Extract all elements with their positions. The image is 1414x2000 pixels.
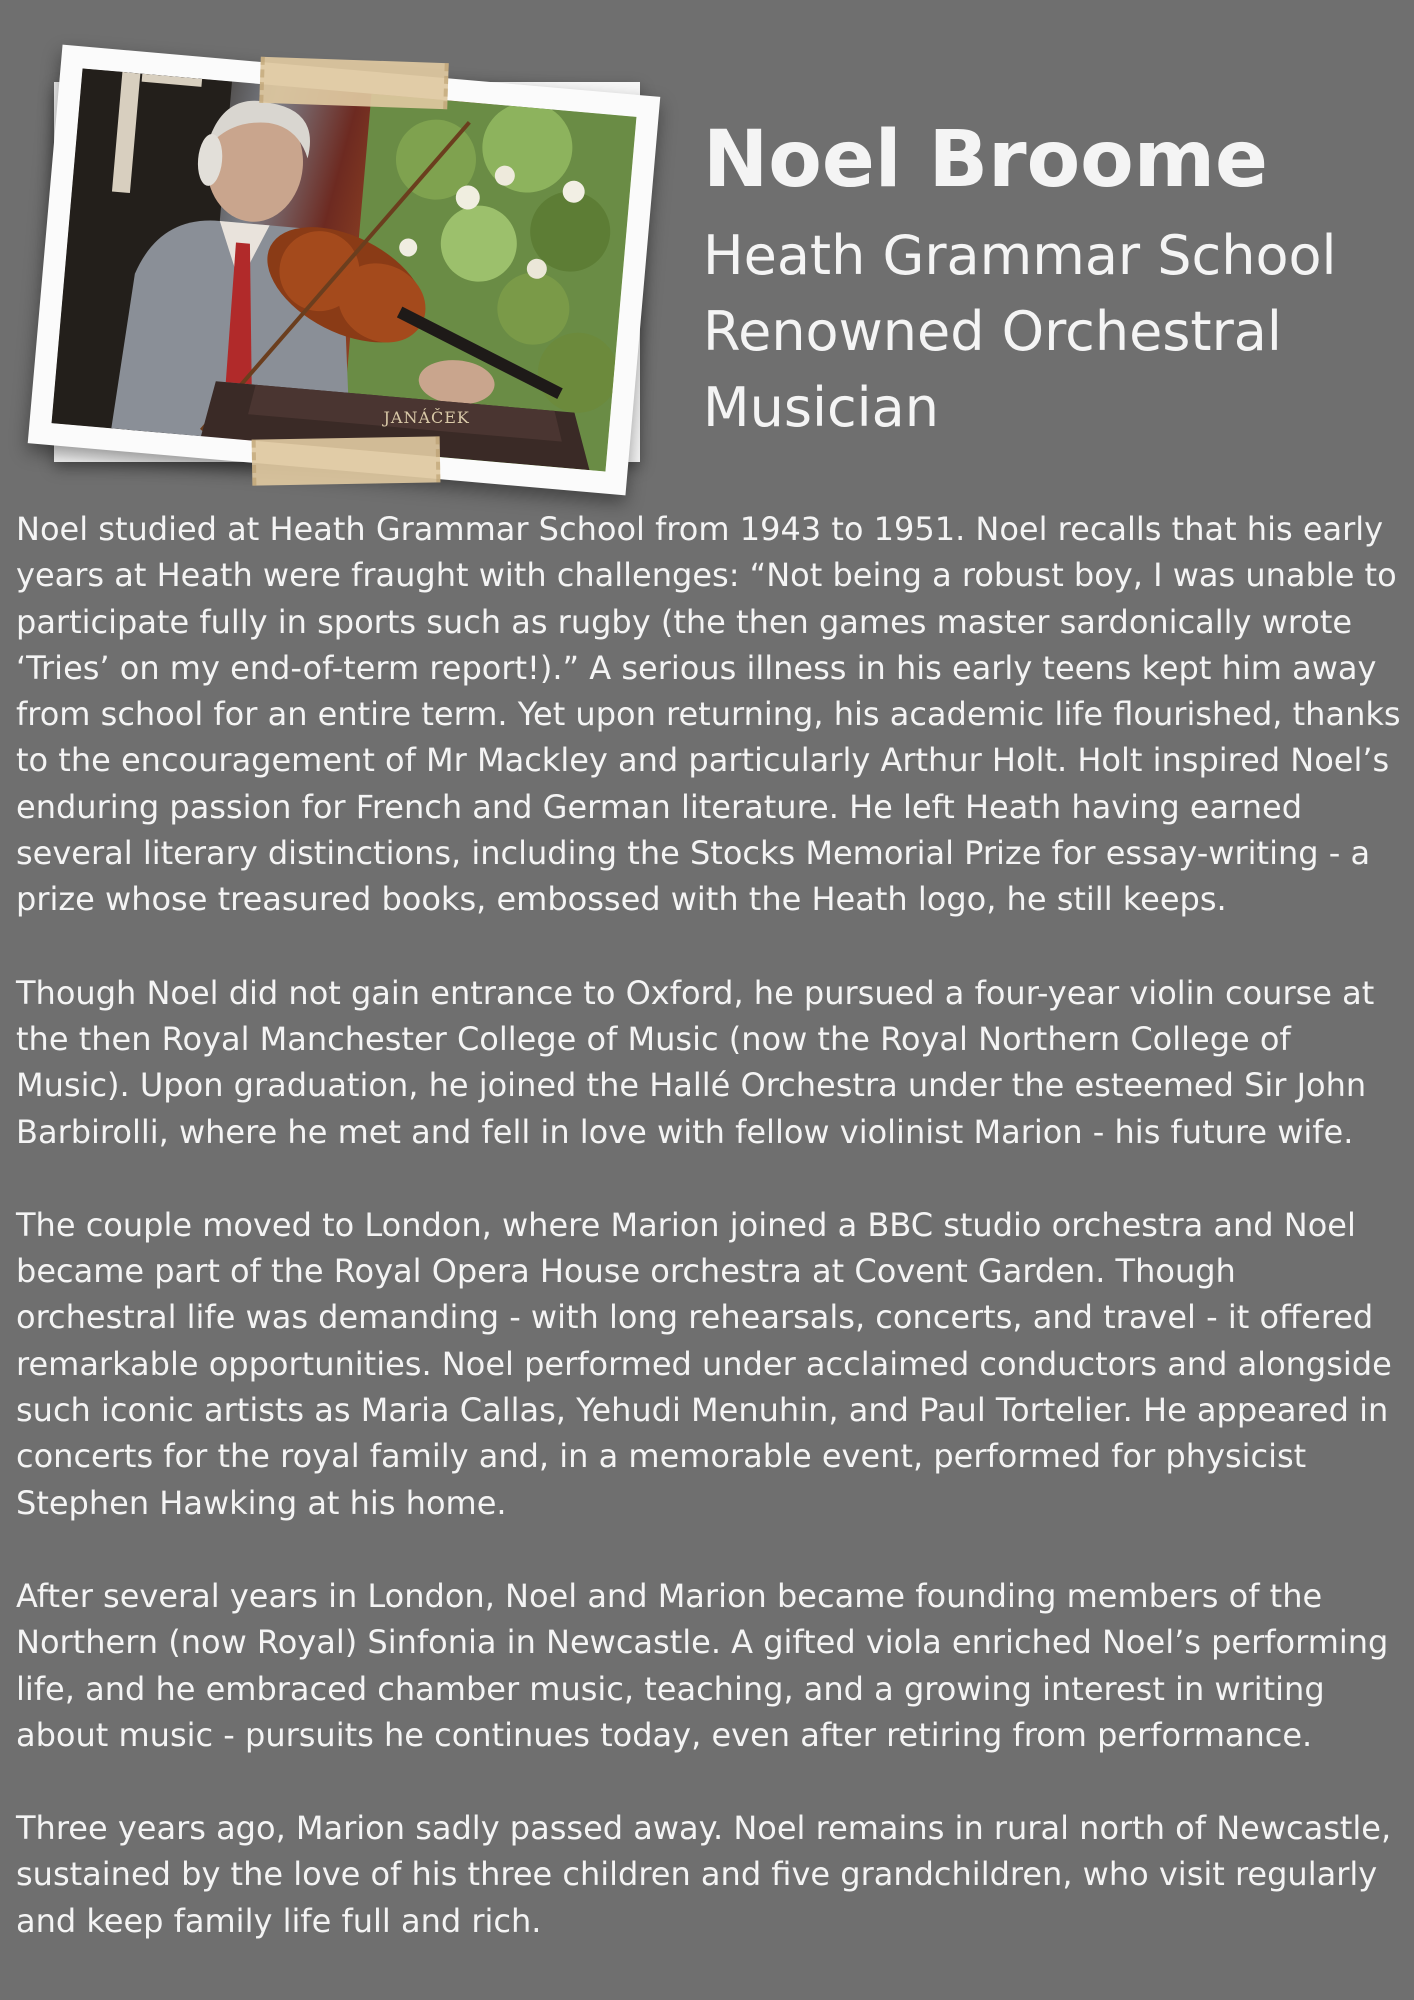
role-line-1: Renowned Orchestral [703,299,1282,363]
school-name: Heath Grammar School [703,223,1337,287]
bio-paragraph: After several years in London, Noel and Marion became founding members of the Northern (now Royal) Sinfonia in Newcastle. A gifted viola enriched Noel’s performing life, and he embraced chamber music, teaching, and a growing interest in writing about music - pursuits he continues today, even after retiring from performance. [16,1576,1389,1754]
profile-header [703,115,1393,446]
bio-paragraph: Noel studied at Heath Grammar School from 1943 to 1951. Noel recalls that his early years at Heath were fraught with challenges: “Not being a robust boy, I was unable to participate fully in sports such as rugby (the then games master sardonically wrote ‘Tries’ on my end-of-term report!).” A serious illness in his early teens kept him away from school for an entire term. Yet upon returning, his academic life flourished, thanks to the encouragement of Mr Mackley and particularly Arthur Holt. Holt inspired Noel’s enduring passion for French and German literature. He left Heath having earned several literary distinctions, including the Stocks Memorial Prize for essay-writing - a prize whose treasured books, embossed with the Heath logo, he still keeps. [16,510,1401,919]
bio-paragraph: Though Noel did not gain entrance to Oxford, he pursued a four-year violin course at the then Royal Manchester College of Music (now the Royal Northern College of Music). Upon graduation, he joined the Hallé Orchestra under the esteemed Sir John Barbirolli, where he met and fell in love with fellow violinist Marion - his future wife. [16,973,1375,1151]
bio-paragraph: The couple moved to London, where Marion joined a BBC studio orchestra and Noel became part of the Royal Opera House orchestra at Covent Garden. Though orchestral life was demanding - with long rehearsals, concerts, and travel - it offered remarkable opportunities. Noel performed under acclaimed conductors and alongside such iconic artists as Maria Callas, Yehudi Menuhin, and Paul Tortelier. He appeared in concerts for the royal family and, in a memorable event, performed for physicist Stephen Hawking at his home. [16,1205,1392,1522]
biography [16,506,1406,1991]
violinist-photo [52,68,637,471]
photo-collage [20,30,680,510]
person-name: Noel Broome [703,115,1268,205]
music-book-label: JANÁČEK [383,407,470,427]
person-subtitle [703,218,1393,446]
tape-top [259,57,448,110]
bio-paragraph: Three years ago, Marion sadly passed away. Noel remains in rural north of Newcastle, sustained by the love of his three children and five grandchildren, who visit regularly and keep family life full and rich. [16,1809,1392,1940]
tape-bottom [252,436,441,485]
role-line-2: Musician [703,375,939,439]
photo-front-frame [28,45,661,496]
